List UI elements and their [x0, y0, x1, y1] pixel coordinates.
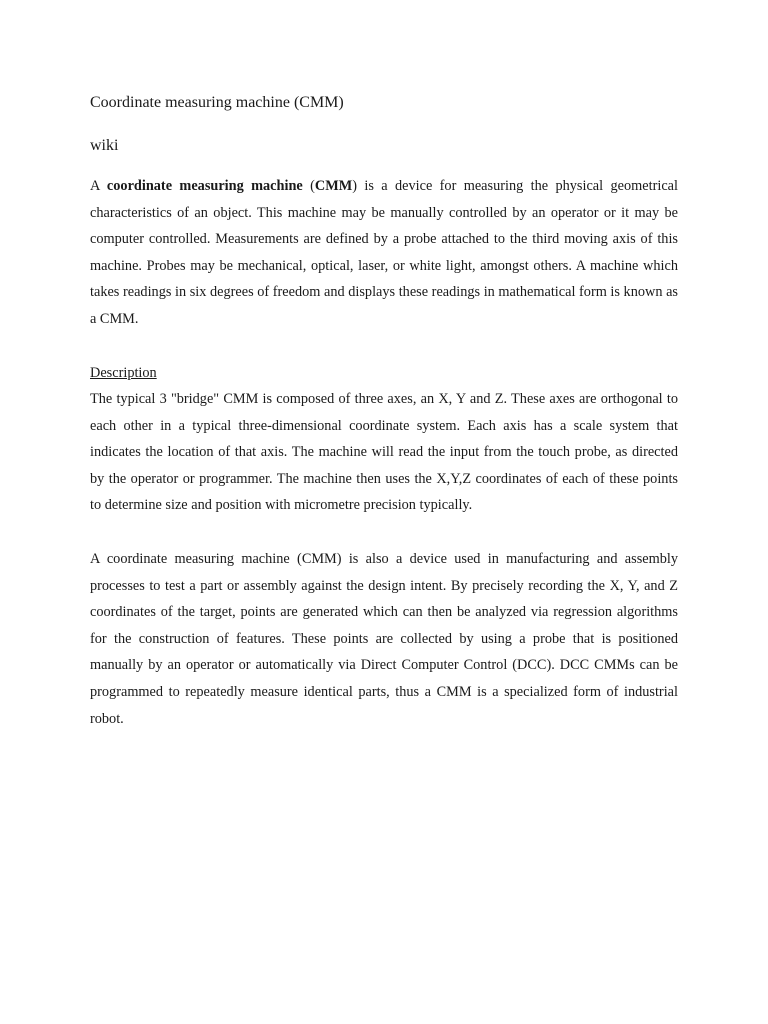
document-title: Coordinate measuring machine (CMM)	[90, 94, 344, 111]
intro-abbreviation: CMM	[314, 178, 353, 194]
intro-paragraph	[90, 173, 678, 333]
document-subtitle: wiki	[90, 137, 119, 154]
intro-prefix: A	[90, 178, 107, 194]
intro-paren-open: (	[302, 178, 315, 194]
manufacturing-paragraph: A coordinate measuring machine (CMM) is also a device used in manufacturing and assembly processes to test a part or assembly against the design intent. By precisely recording the X, Y, and Z coordinates of the target, points are generated which can then be analyzed via regression algorithms for the construction of features. These points are collected by using a probe that is positioned manually by an operator or automatically via Direct Computer Control (DCC). DCC CMMs can be programmed to repeatedly measure identical parts, thus a CMM is a specialized form of industrial robot.	[90, 551, 678, 727]
intro-term: coordinate measuring machine	[106, 178, 303, 194]
description-paragraph: The typical 3 "bridge" CMM is composed of three axes, an X, Y and Z. These axes are orthogonal to each other in a typical three-dimensional coordinate system. Each axis has a scale system that indicates the location of that axis. The machine will read the input from the touch probe, as directed by the operator or programmer. The machine then uses the X,Y,Z coordinates of each of these points to determine size and position with micrometre precision typically.	[90, 391, 678, 514]
intro-rest: ) is a device for measuring the physical geometrical characteristics of an object. This machine may be manually controlled by an operator or it may be computer controlled. Measurements are defined by a probe attached to the third moving axis of this machine. Probes may be mechanical, optical, laser, or white light, amongst others. A machine which takes readings in six degrees of freedom and displays these readings in mathematical form is known as a CMM.	[90, 178, 678, 327]
section-heading-description: Description	[90, 365, 157, 381]
